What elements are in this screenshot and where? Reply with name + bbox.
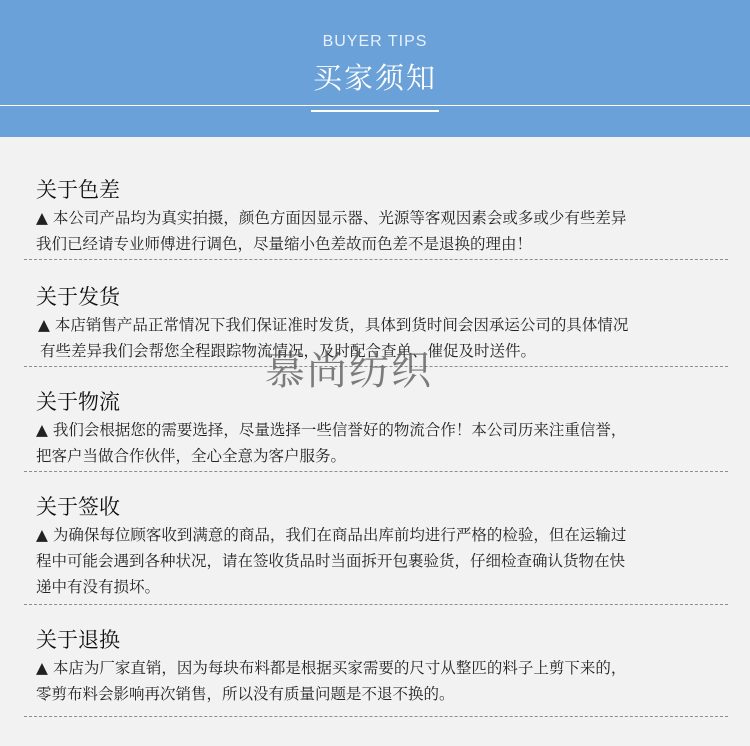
header-title-underline	[311, 110, 439, 112]
section-text-line: ▲ 本店销售产品正常情况下我们保证准时发货，具体到货时间会因承运公司的具体情况	[38, 316, 629, 334]
header-divider-line	[0, 105, 750, 106]
watermark-text: 慕尚纺织	[265, 348, 433, 394]
section-text-line: ▲ 本公司产品均为真实拍摄，颜色方面因显示器、光源等客观因素会或多或少有些差异	[36, 209, 627, 227]
section-text-line: ▲ 本店为厂家直销，因为每块布料都是根据买家需要的尺寸从整匹的料子上剪下来的，	[36, 659, 627, 677]
section-text-line: 我们已经请专业师傅进行调色，尽量缩小色差故而色差不是退换的理由！	[36, 235, 533, 253]
section-text-line: 把客户当做合作伙伴，全心全意为客户服务。	[36, 447, 347, 465]
section-title: 关于发货	[36, 285, 120, 309]
header-subtitle: BUYER TIPS	[322, 33, 428, 50]
section-title: 关于签收	[36, 495, 120, 519]
section-text-line: ▲ 我们会根据您的需要选择，尽量选择一些信誉好的物流合作！本公司历来注重信誉，	[36, 421, 627, 439]
section-text-line: 有些差异我们会帮您全程跟踪物流情况，及时配合查单、催促及时送件。	[40, 342, 537, 360]
section-text-line: 递中有没有损坏。	[36, 578, 161, 596]
section-divider	[24, 716, 728, 717]
section-text-line: 零剪布料会影响再次销售，所以没有质量问题是不退不换的。	[36, 685, 455, 703]
section-divider	[24, 471, 728, 472]
section-text-line: ▲ 为确保每位顾客收到满意的商品，我们在商品出库前均进行严格的检验，但在运输过	[36, 526, 627, 544]
section-divider	[24, 604, 728, 605]
section-title: 关于退换	[36, 628, 120, 652]
section-text-line: 程中可能会遇到各种状况，请在签收货品时当面拆开包裹验货，仔细检查确认货物在快	[36, 552, 626, 570]
header-banner	[0, 0, 750, 137]
section-divider	[24, 259, 728, 260]
header-title: 买家须知	[312, 61, 437, 95]
section-title: 关于物流	[36, 390, 120, 414]
section-title: 关于色差	[36, 178, 120, 202]
